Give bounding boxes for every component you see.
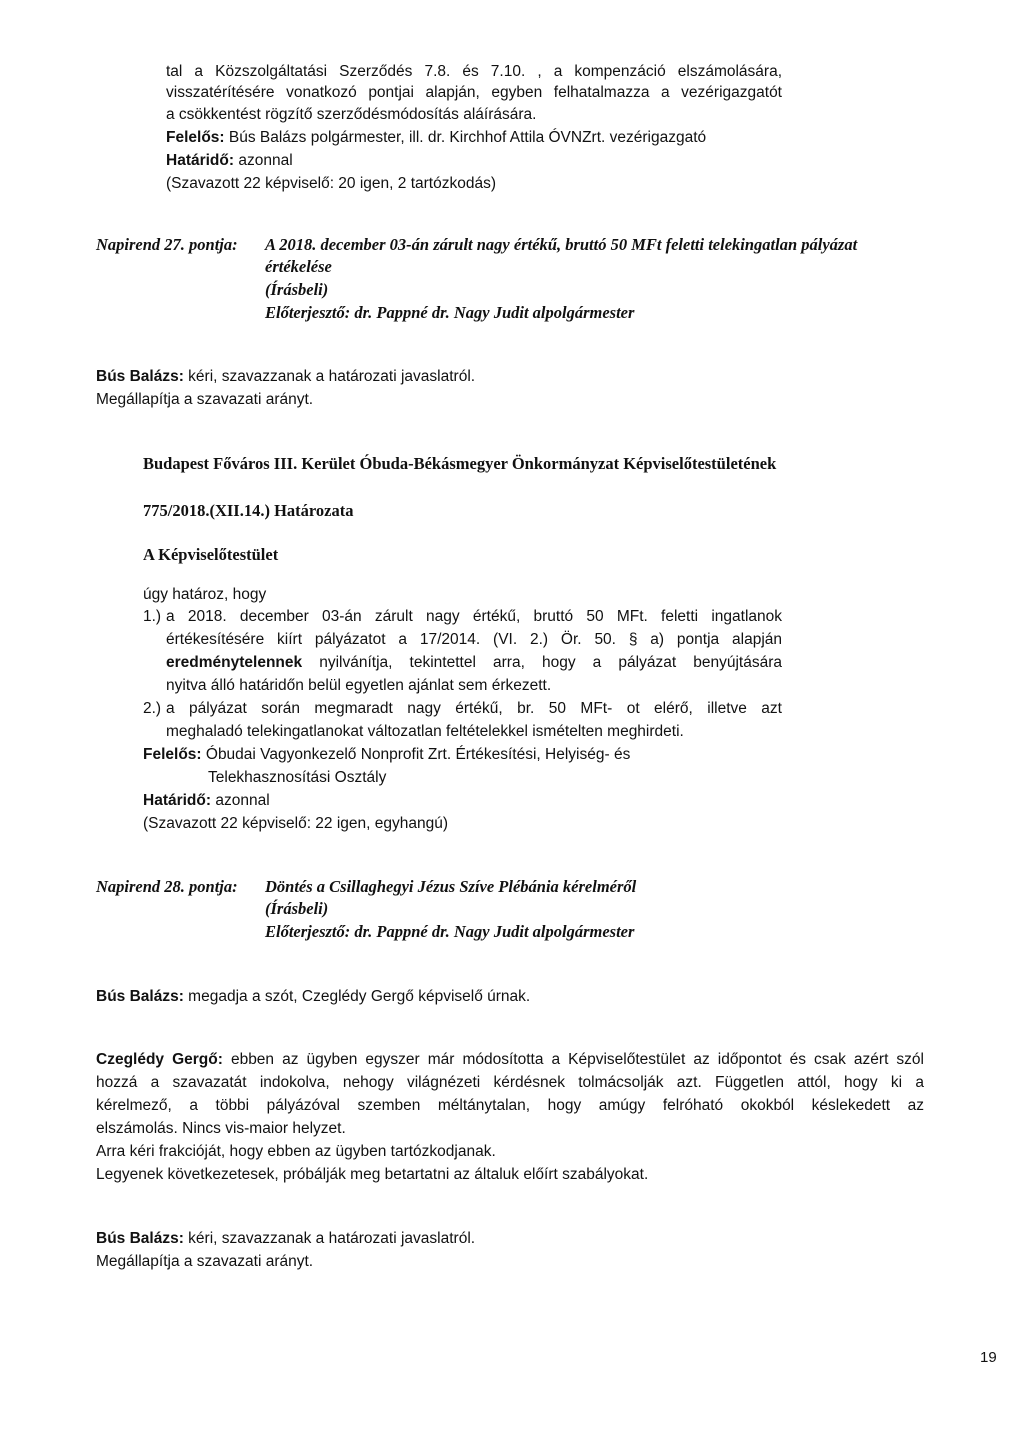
- agenda28-speech-3: [96, 1228, 475, 1249]
- agenda28-speech-1: [96, 986, 530, 1007]
- item1-number: 1.): [143, 608, 162, 625]
- resolution-decides: úgy határoz, hogy: [143, 586, 267, 603]
- agenda28-speech-2-line-4: elszámolás. Nincs vis-maior helyzet.: [96, 1120, 346, 1137]
- page-number: 19: [980, 1349, 997, 1366]
- deadline-text: azonnal: [211, 792, 270, 809]
- deadline-label: Határidő:: [143, 792, 212, 809]
- speaker-name: Bús Balázs:: [96, 1230, 184, 1247]
- resolution-responsible-line2: Telekhasznosítási Osztály: [208, 769, 387, 786]
- agenda28-presenter: Előterjesztő: dr. Pappné dr. Nagy Judit alpolgármester: [265, 922, 635, 941]
- deadline-label: Határidő:: [166, 152, 235, 169]
- item2-line-1: a pályázat során megmaradt nagy értékű, br. 50 MFt- ot elérő, illetve azt: [166, 700, 782, 717]
- resolution-subject: A Képviselőtestület: [143, 545, 279, 564]
- agenda28-ratio: Megállapítja a szavazati arányt.: [96, 1253, 314, 1270]
- intro-deadline: [166, 150, 293, 171]
- agenda27-ratio: Megállapítja a szavazati arányt.: [96, 391, 314, 408]
- agenda27-presenter: Előterjesztő: dr. Pappné dr. Nagy Judit alpolgármester: [265, 303, 635, 322]
- agenda28-speech-2-line-6: Legyenek következetesek, próbálják meg betartatni az általuk előírt szabályokat.: [96, 1166, 649, 1183]
- resolution-vote-result: (Szavazott 22 képviselő: 22 igen, egyhangú): [143, 815, 449, 832]
- agenda28-form: (Írásbeli): [265, 899, 329, 918]
- speech-text: ebben az ügyben egyszer már módosította a Képviselőtestület az időpontot és csak azért szól: [222, 1051, 924, 1068]
- item1-line-3: [166, 652, 782, 673]
- result-keyword: eredménytelennek: [166, 654, 303, 671]
- responsible-text: Óbudai Vagyonkezelő Nonprofit Zrt. Értékesítési, Helyiség- és: [201, 746, 631, 763]
- item2-number: 2.): [143, 700, 162, 717]
- intro-responsible: [166, 127, 706, 148]
- item2-line-2: meghaladó telekingatlanokat változatlan feltételekkel ismételten meghirdeti.: [166, 723, 684, 740]
- intro-line-2: visszatérítésére vonatkozó pontjai alapján, egyben felhatalmazza a vezérigazgatót: [166, 84, 782, 101]
- intro-vote-result: (Szavazott 22 képviselő: 20 igen, 2 tartózkodás): [166, 175, 496, 192]
- item1-line-2: értékesítésére kiírt pályázatot a 17/2014. (VI. 2.) Ör. 50. § a) pontja alapján: [166, 631, 782, 648]
- speech-text: megadja a szót, Czeglédy Gergő képviselő úrnak.: [183, 988, 531, 1005]
- responsible-label: Felelős:: [143, 746, 202, 763]
- agenda27-title-line1: A 2018. december 03-án zárult nagy értékű, bruttó 50 MFt feletti telekingatlan pályázat: [265, 235, 858, 254]
- item1-line-4: nyitva álló határidőn belül egyetlen ajánlat sem érkezett.: [166, 677, 552, 694]
- speaker-name: Czeglédy Gergő:: [96, 1051, 223, 1068]
- resolution-deadline: [143, 790, 270, 811]
- agenda28-speech-2-line-2: hozzá a szavazatát indokolva, nehogy világnézeti kérdésnek tolmácsolják azt. Független attól, hogy ki a: [96, 1074, 924, 1091]
- agenda28-speech-2-line-5: Arra kéri frakcióját, hogy ebben az ügyben tartózkodjanak.: [96, 1143, 496, 1160]
- resolution-body: Budapest Főváros III. Kerület Óbuda-Békásmegyer Önkormányzat Képviselőtestületének: [143, 454, 777, 473]
- agenda28-speech-2-line-3: kérelmező, a többi pályázóval szemben méltánytalan, hogy amúgy felróható okokból késlekedett az: [96, 1097, 924, 1114]
- speech-text: kéri, szavazzanak a határozati javaslatról.: [183, 368, 476, 385]
- speaker-name: Bús Balázs:: [96, 368, 184, 385]
- speech-text: kéri, szavazzanak a határozati javaslatról.: [183, 1230, 476, 1247]
- agenda28-speech-2-line-1: [96, 1049, 924, 1070]
- intro-line-3: a csökkentést rögzítő szerződésmódosítás aláírására.: [166, 106, 537, 123]
- agenda28-title: Döntés a Csillaghegyi Jézus Szíve Plébánia kérelméről: [265, 877, 637, 896]
- responsible-text: Bús Balázs polgármester, ill. dr. Kirchhof Attila ÓVNZrt. vezérigazgató: [224, 129, 707, 146]
- resolution-number: 775/2018.(XII.14.) Határozata: [143, 501, 354, 520]
- item1-line-1: a 2018. december 03-án zárult nagy értékű, bruttó 50 MFt. feletti ingatlanok: [166, 608, 782, 625]
- agenda27-speech: [96, 366, 475, 387]
- intro-line-1: tal a Közszolgáltatási Szerződés 7.8. és 7.10. , a kompenzáció elszámolására,: [166, 63, 782, 80]
- responsible-label: Felelős:: [166, 129, 225, 146]
- item1-line-3-rest: nyilvánítja, tekintettel arra, hogy a pályázat benyújtására: [302, 654, 782, 671]
- agenda28-label: Napirend 28. pontja:: [96, 877, 238, 896]
- speaker-name: Bús Balázs:: [96, 988, 184, 1005]
- agenda27-label: Napirend 27. pontja:: [96, 235, 238, 254]
- agenda27-form: (Írásbeli): [265, 280, 329, 299]
- deadline-text: azonnal: [234, 152, 293, 169]
- resolution-responsible: [143, 744, 630, 765]
- agenda27-title-line2: értékelése: [265, 257, 332, 276]
